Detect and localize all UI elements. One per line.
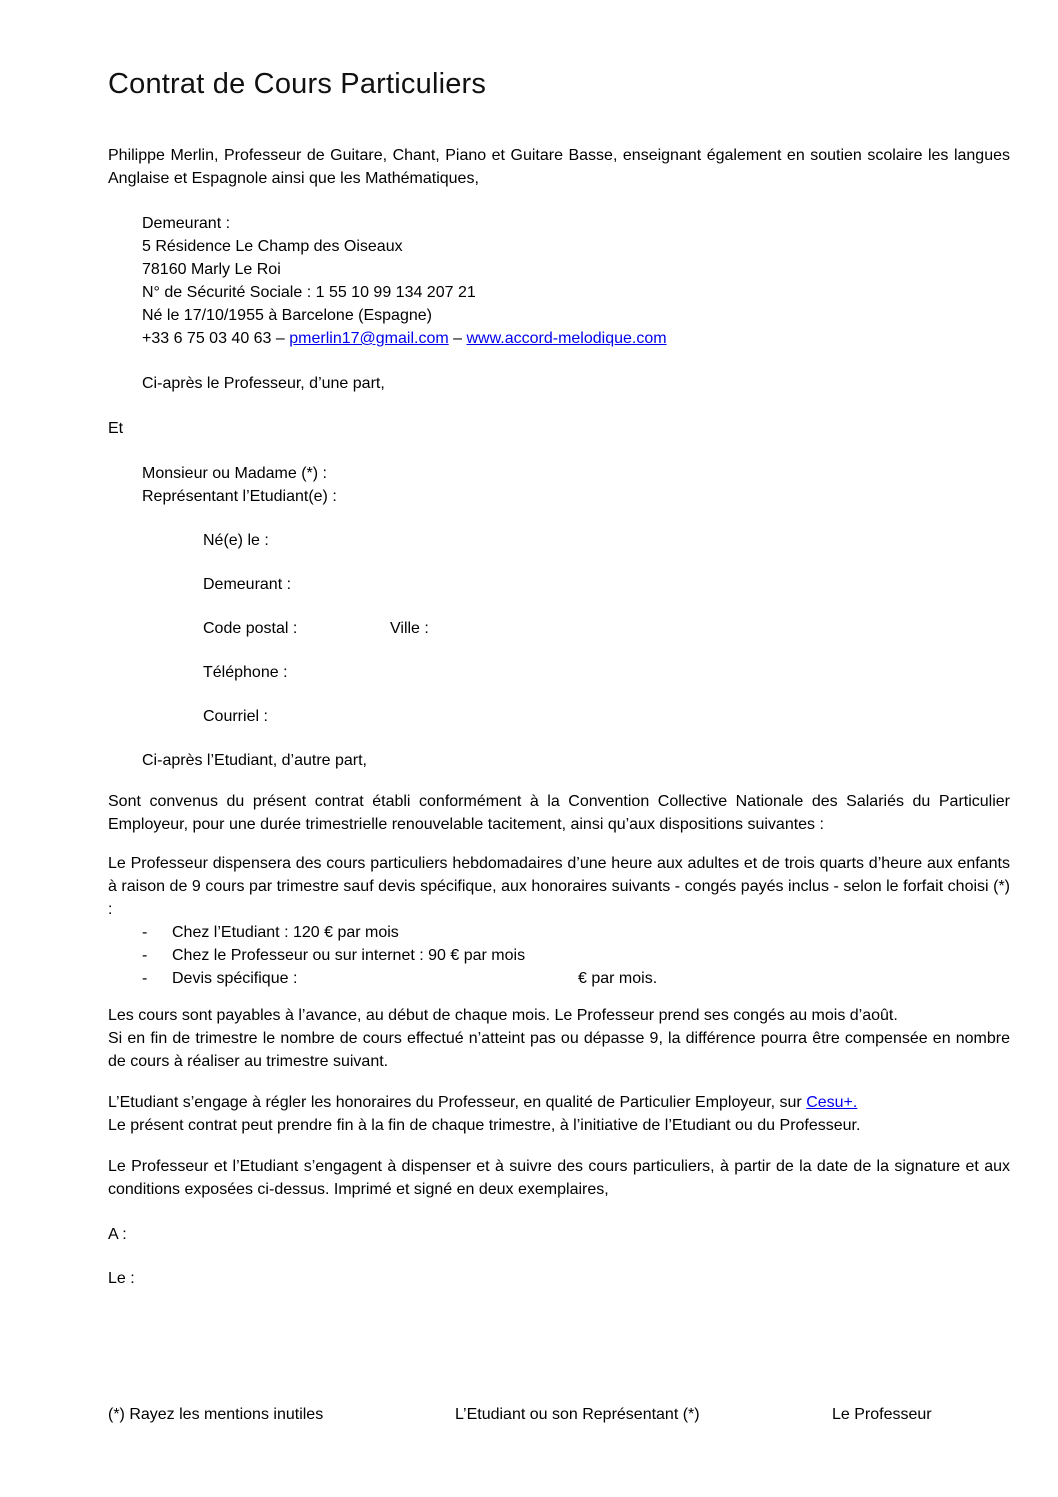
professor-details	[108, 212, 1010, 350]
professor-closing: Ci-après le Professeur, d’une part,	[142, 375, 385, 392]
cesu-paragraph	[108, 1091, 1010, 1114]
professor-address-line2: 78160 Marly Le Roi	[142, 261, 281, 278]
email-link[interactable]: pmerlin17@gmail.com	[289, 330, 449, 347]
pricing-item-professor-home	[108, 944, 1010, 967]
agreement-paragraph: Sont convenus du présent contrat établi conformément à la Convention Collective Nationale des Salariés du Particulier Employeur, pour une durée trimestrielle renouvelable tacitement, ainsi qu’aux dispositions suivantes :	[108, 793, 1010, 833]
student-city-label: Ville :	[390, 620, 429, 637]
footer-note: (*) Rayez les mentions inutiles	[108, 1406, 324, 1423]
pricing-item-label	[172, 967, 657, 990]
bullet-dash: -	[142, 947, 148, 964]
student-residence-field: Demeurant :	[203, 576, 292, 593]
student-representative-label: Représentant l’Etudiant(e) :	[142, 488, 337, 505]
cesu-link[interactable]: Cesu+.	[806, 1094, 858, 1111]
lessons-paragraph: Le Professeur dispensera des cours particuliers hebdomadaires d’une heure aux adultes et de trois quarts d’heure aux enfants à raison de 9 cours par trimestre sauf devis spécifique, aux honoraires suivants - congés payés inclus - selon le forfait choisi (*) :	[108, 855, 1010, 918]
intro-paragraph: Philippe Merlin, Professeur de Guitare, Chant, Piano et Guitare Basse, enseignant également en soutien scolaire les langues Anglaise et Espagnole ainsi que les Mathématiques,	[108, 147, 1010, 187]
student-postal-code-label: Code postal :	[203, 620, 298, 637]
professor-contact-line	[142, 327, 1010, 350]
student-email-field: Courriel :	[203, 708, 268, 725]
compensation-paragraph: Si en fin de trimestre le nombre de cours effectué n’atteint pas ou dépasse 9, la différence pourra être compensée en nombre de cours à réaliser au trimestre suivant.	[108, 1030, 1010, 1070]
commitment-paragraph: Le Professeur et l’Etudiant s’engagent à dispenser et à suivre des cours particuliers, à partir de la date de la signature et aux conditions exposées ci-dessus. Imprimé et signé en deux exemplaires,	[108, 1158, 1010, 1198]
payment-paragraph: Les cours sont payables à l’avance, au début de chaque mois. Le Professeur prend ses congés au mois d’août.	[108, 1007, 898, 1024]
custom-quote-suffix: € par mois.	[578, 970, 658, 987]
page-title: Contrat de Cours Particuliers	[108, 68, 487, 100]
place-field: A :	[108, 1226, 127, 1243]
student-salutation-label: Monsieur ou Madame (*) :	[142, 465, 327, 482]
custom-quote-label: Devis spécifique :	[172, 970, 298, 987]
student-postal-city-field	[108, 617, 1010, 640]
student-representative-block	[108, 462, 1010, 508]
professor-phone: +33 6 75 03 40 63	[142, 330, 272, 347]
bullet-dash: -	[142, 970, 148, 987]
website-link[interactable]: www.accord-melodique.com	[466, 330, 667, 347]
pricing-item-custom-quote	[108, 967, 1010, 990]
cesu-text: L’Etudiant s’engage à régler les honoraires du Professeur, en qualité de Particulier Employeur, sur	[108, 1094, 802, 1111]
pricing-item-label: Chez le Professeur ou sur internet : 90 € par mois	[172, 947, 526, 964]
dash-separator: –	[275, 330, 285, 347]
professor-ssn: N° de Sécurité Sociale : 1 55 10 99 134 207 21	[142, 284, 476, 301]
professor-birth: Né le 17/10/1955 à Barcelone (Espagne)	[142, 307, 432, 324]
pricing-item-student-home	[108, 921, 1010, 944]
professor-residence-label: Demeurant :	[142, 215, 231, 232]
professor-address-line1: 5 Résidence Le Champ des Oiseaux	[142, 238, 403, 255]
student-born-field: Né(e) le :	[203, 532, 269, 549]
termination-paragraph: Le présent contrat peut prendre fin à la fin de chaque trimestre, à l’initiative de l’Etudiant ou du Professeur.	[108, 1117, 861, 1134]
and-label: Et	[108, 420, 124, 437]
student-phone-field: Téléphone :	[203, 664, 288, 681]
pricing-list	[108, 921, 1010, 990]
dash-separator: –	[453, 330, 463, 347]
student-closing: Ci-après l’Etudiant, d’autre part,	[142, 752, 367, 769]
footer-student-signature-label: L’Etudiant ou son Représentant (*)	[455, 1406, 700, 1423]
date-field: Le :	[108, 1270, 135, 1287]
footer-professor-signature-label: Le Professeur	[832, 1406, 932, 1423]
pricing-item-label: Chez l’Etudiant : 120 € par mois	[172, 924, 399, 941]
bullet-dash: -	[142, 924, 148, 941]
